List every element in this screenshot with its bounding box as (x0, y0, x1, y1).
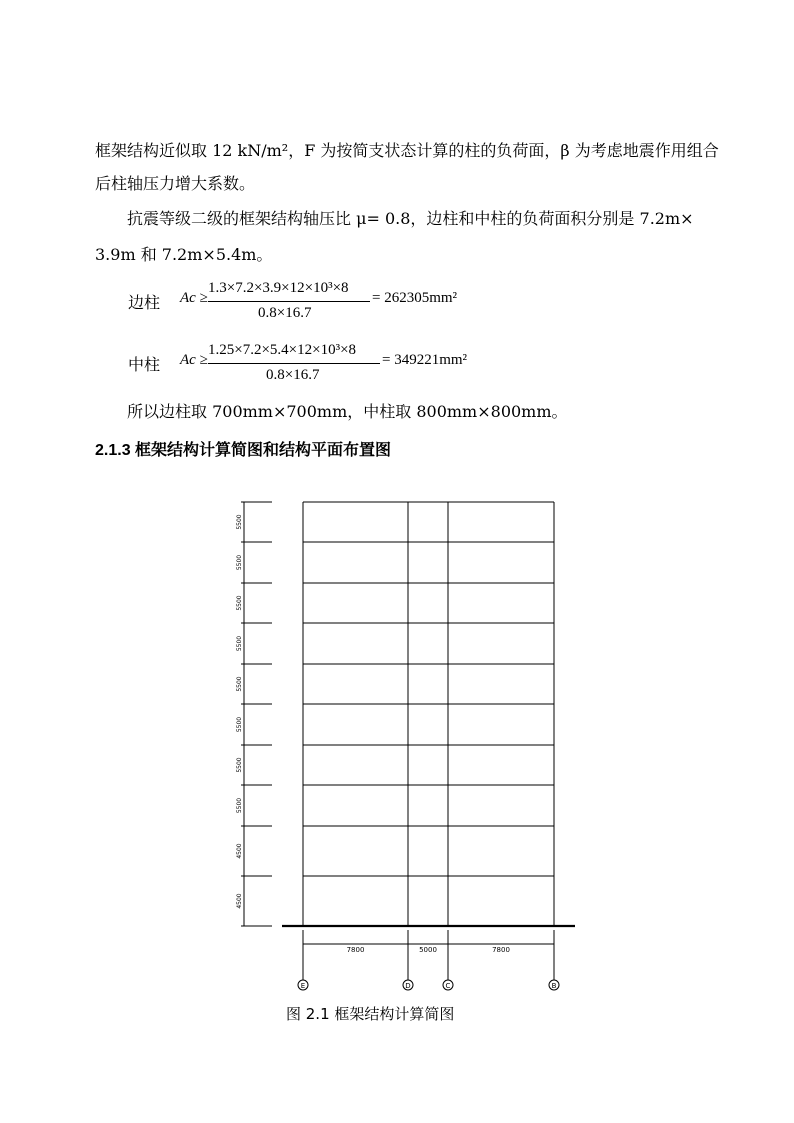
equation-numerator: 1.3×7.2×3.9×12×10³×8 (208, 280, 349, 296)
paragraph-1-line-2: 后柱轴压力增大系数。 (95, 174, 256, 193)
story-height-label: 5500 (236, 757, 243, 773)
equation-label: 中柱 (128, 355, 161, 374)
span-label: 7800 (346, 946, 365, 954)
story-height-label: 5500 (236, 514, 243, 530)
story-height-label: 4500 (236, 893, 243, 909)
equation-lhs: Ac ≥ (180, 290, 208, 306)
paragraph-2-line-2: 3.9m 和 7.2m×5.4m。 (95, 245, 273, 264)
axis-label: D (405, 982, 411, 990)
equation-result: = 262305mm² (372, 290, 458, 306)
span-label: 5000 (419, 946, 437, 954)
equation-label: 边柱 (128, 293, 161, 312)
story-height-label: 4500 (236, 843, 243, 859)
section-heading: 2.1.3 框架结构计算简图和结构平面布置图 (95, 442, 392, 459)
axis-label: C (445, 982, 451, 990)
equation-denominator: 0.8×16.7 (266, 367, 320, 383)
equation-lhs: Ac ≥ (180, 352, 208, 368)
story-height-label: 5500 (236, 595, 243, 611)
paragraph-3: 所以边柱取 700mm×700mm，中柱取 800mm×800mm。 (127, 402, 568, 421)
equation-denominator: 0.8×16.7 (258, 305, 312, 321)
figure-caption: 图 2.1 框架结构计算简图 (286, 1005, 455, 1023)
span-label: 7800 (492, 946, 510, 954)
story-height-label: 5500 (236, 676, 243, 692)
paragraph-1-line-1: 框架结构近似取 12 kN/m²，F 为按简支状态计算的柱的负荷面，β 为考虑地震作用组合 (95, 141, 719, 160)
paragraph-2-line-1: 抗震等级二级的框架结构轴压比 μ= 0.8，边柱和中柱的负荷面积分别是 7.2m× (127, 209, 694, 228)
story-height-label: 5500 (236, 554, 243, 571)
axis-label: B (551, 982, 557, 990)
story-height-label: 5500 (236, 797, 243, 814)
story-height-label: 5500 (236, 635, 243, 652)
equation-numerator: 1.25×7.2×5.4×12×10³×8 (208, 342, 357, 358)
equation-result: = 349221mm² (382, 352, 468, 368)
axis-label: E (300, 982, 306, 990)
story-height-label: 5500 (236, 716, 243, 733)
